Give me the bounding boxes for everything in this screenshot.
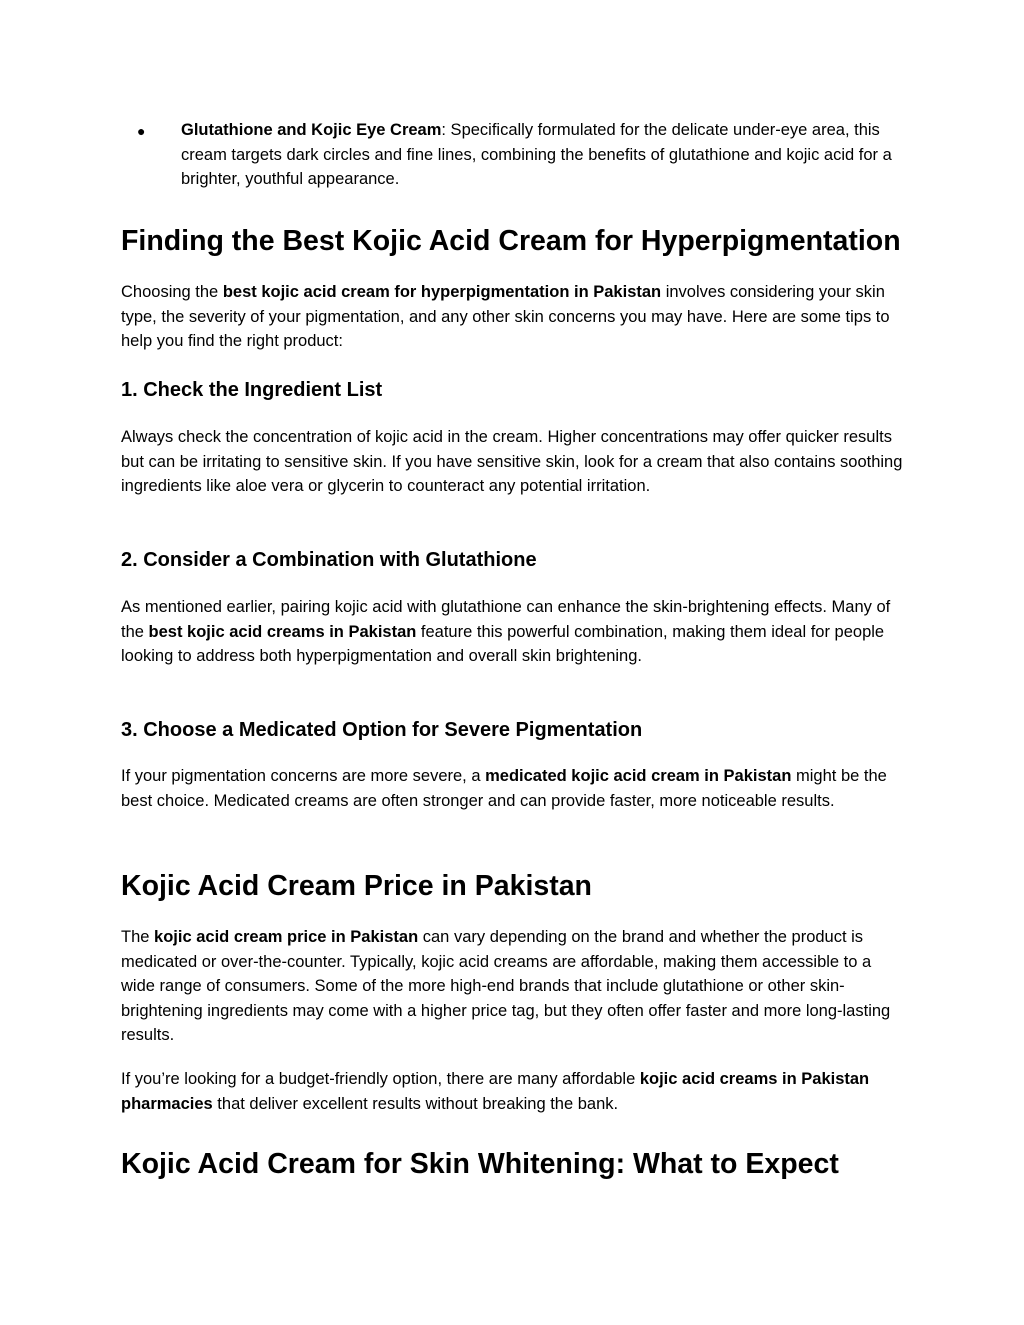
text: that deliver excellent results without breaking the bank.: [212, 1094, 619, 1113]
paragraph-tip3: [121, 764, 906, 813]
bold-text: kojic acid cream price in Pakistan: [154, 928, 419, 946]
bold-text: best kojic acid creams in Pakistan: [148, 622, 417, 641]
text: Choosing the: [121, 283, 223, 301]
bullet-body: : Specifically formulated for the delicate under-eye area, this cream targets dark circles and fine lines, combining the benefits of glutathione and kojic acid for a brighter, youthful appearance.: [181, 121, 892, 188]
text: If you’re looking for a budget-friendly option, there are many affordable: [121, 1070, 640, 1088]
bold-text: medicated kojic acid cream in Pakistan: [485, 767, 792, 785]
text: involves considering your skin type, the severity of your pigmentation, and any other skin concerns you may have. Here are some tips to help you find the right product:: [121, 283, 890, 350]
heading-price: Kojic Acid Cream Price in Pakistan: [121, 870, 592, 902]
bullet-list-item: [137, 118, 917, 192]
text: The: [121, 928, 155, 946]
paragraph-tip1: Always check the concentration of kojic acid in the cream. Higher concentrations may offer quicker results but can be irritating to sensitive skin. If you have sensitive skin, look for a cream that also contains soothing ingredients like aloe vera or glycerin to counteract any potential irritation.: [121, 428, 903, 495]
bullet-dot-icon: ●: [137, 123, 146, 139]
bullet-bold: Glutathione and Kojic Eye Cream: [181, 121, 442, 139]
text: If your pigmentation concerns are more severe, a: [121, 767, 486, 785]
bold-text: best kojic acid cream for hyperpigmentation in Pakistan: [222, 283, 662, 301]
paragraph-price-1: [121, 925, 906, 1048]
bullet-text: [181, 118, 921, 192]
paragraph-price-2: [121, 1067, 906, 1116]
heading-tip1: 1. Check the Ingredient List: [121, 379, 383, 401]
text: As mentioned earlier, pairing kojic acid with glutathione can enhance the skin-brightening effects. Many of the: [121, 598, 891, 641]
heading-tip3: 3. Choose a Medicated Option for Severe Pigmentation: [121, 719, 643, 741]
heading-whitening: Kojic Acid Cream for Skin Whitening: What to Expect: [121, 1148, 839, 1180]
heading-hyperpigmentation: Finding the Best Kojic Acid Cream for Hyperpigmentation: [121, 225, 901, 257]
heading-tip2: 2. Consider a Combination with Glutathione: [121, 549, 537, 571]
text: can vary depending on the brand and whether the product is medicated or over-the-counter. Typically, kojic acid creams are affordable, making them accessible to a wide range of consumers. Some of the more high-end brands that include glutathione or other skin-brightening ingredients may come with a higher price tag, but they often offer faster and more long-lasting results.: [121, 928, 891, 1044]
paragraph-hyper-intro: [121, 280, 906, 354]
bold-text: kojic acid creams in Pakistan pharmacies: [121, 1070, 870, 1113]
paragraph-tip2: [121, 595, 906, 669]
text: feature this powerful combination, making them ideal for people looking to address both hyperpigmentation and overall skin brightening.: [121, 622, 885, 665]
text: might be the best choice. Medicated creams are often stronger and can provide faster, more noticeable results.: [121, 767, 887, 810]
